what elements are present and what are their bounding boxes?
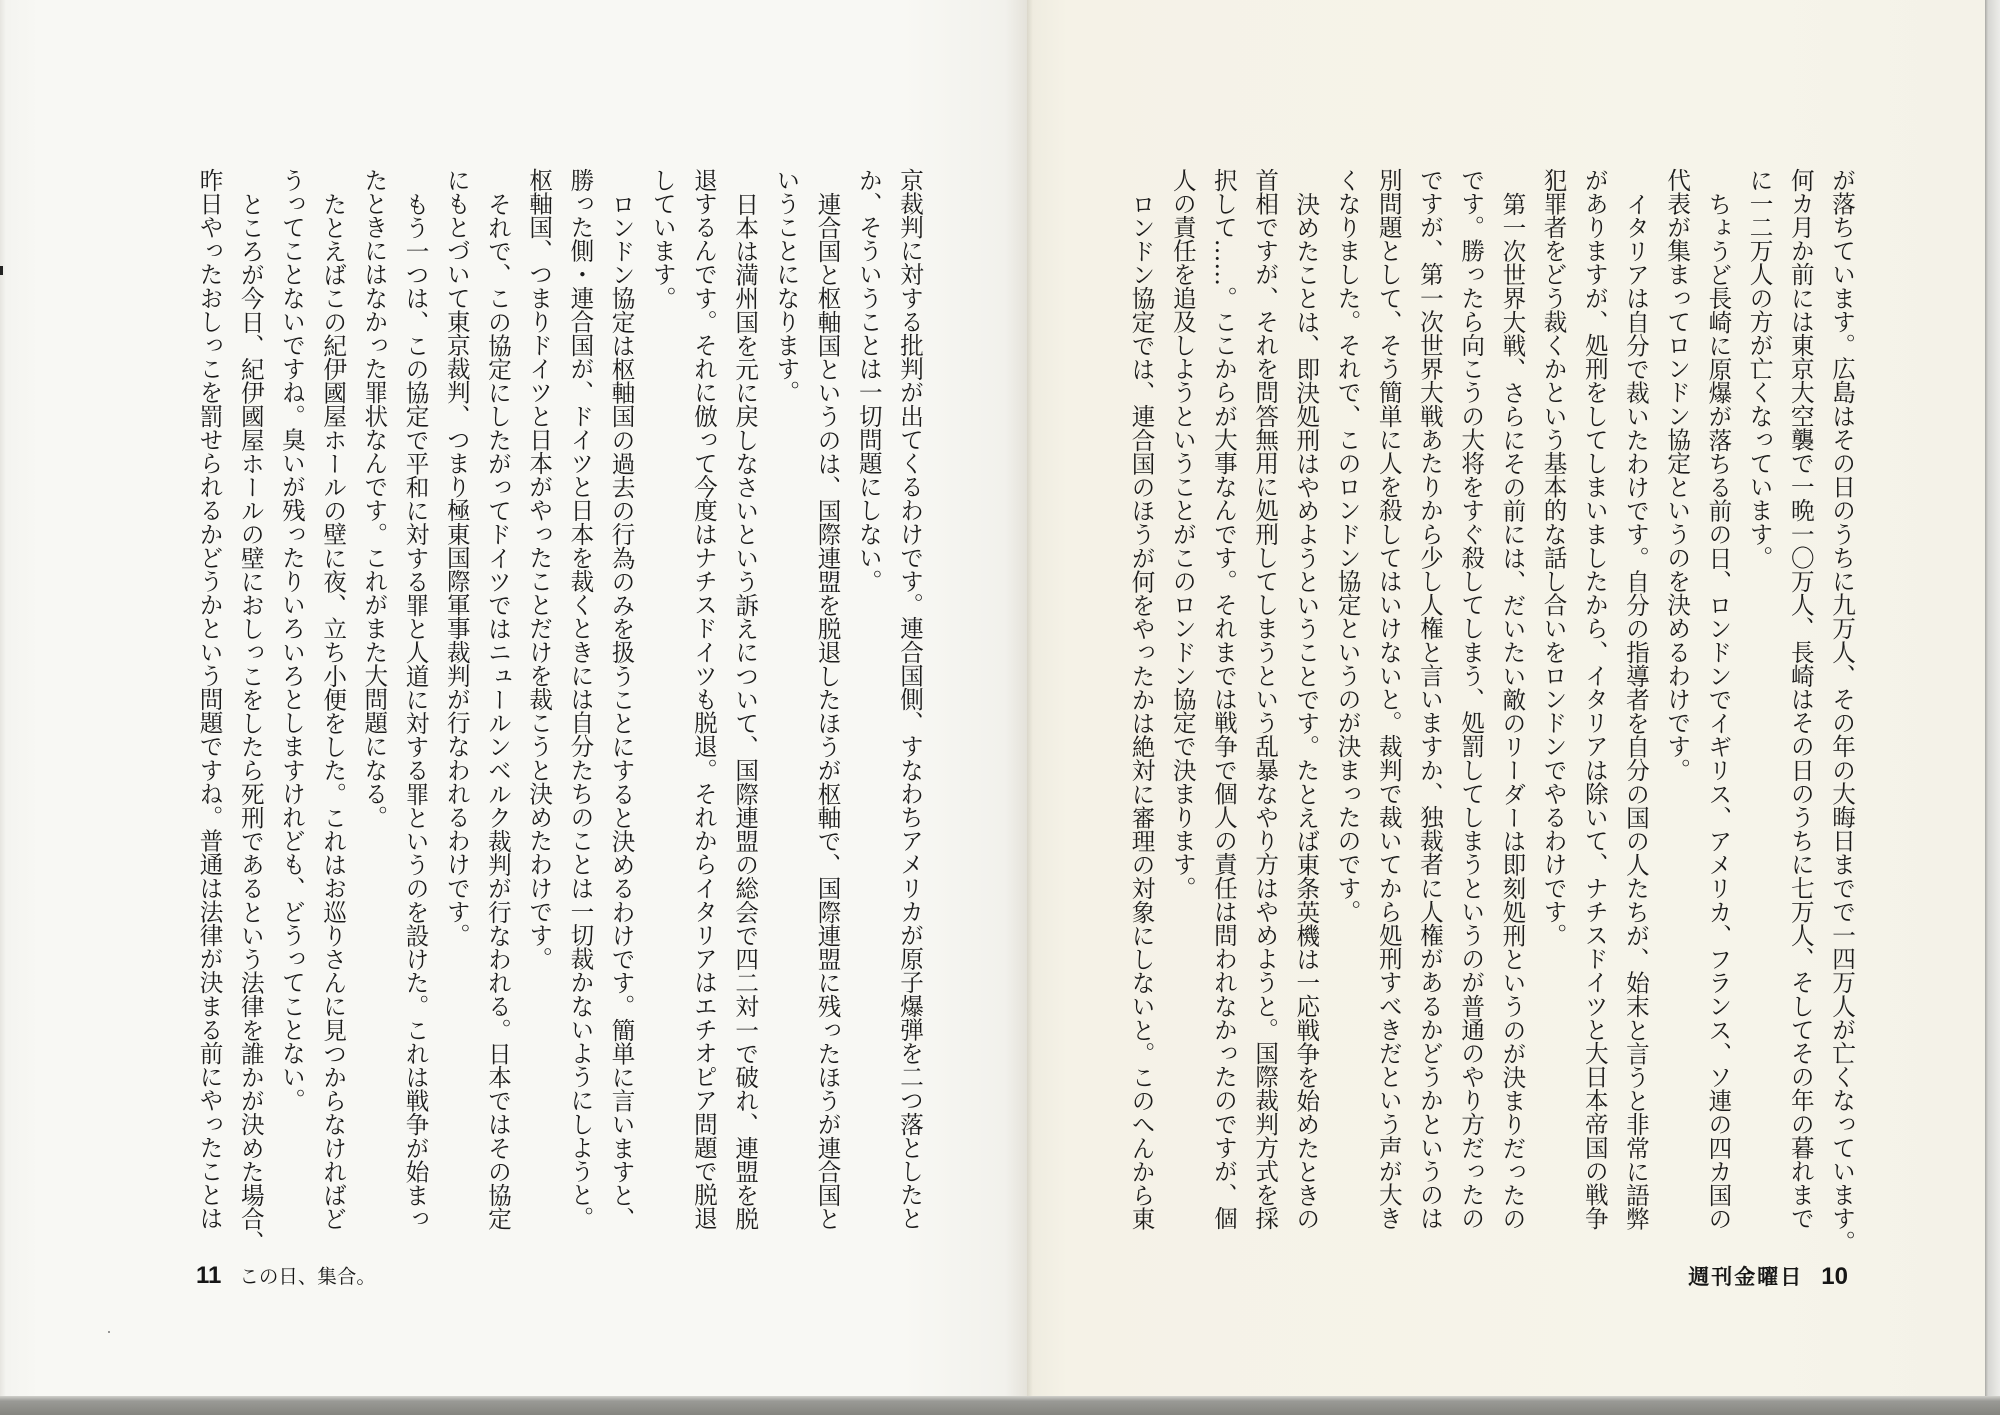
text-column: ちょうど長崎に原爆が落ちる前の日、ロンドンでイギリス、アメリカ、フランス、ソ連の四カ国の <box>1704 191 1733 1230</box>
right-page-text <box>1120 168 1862 1254</box>
text-column: 昨日やったおしっこを罰せられるかどうかという問題ですね。普通は法律が決まる前にやったことは <box>195 168 224 1230</box>
text-column: 決めたことは、即決処刑はやめようということです。たとえば東条英機は一応戦争を始めたときの <box>1292 191 1321 1230</box>
text-column: しています。 <box>648 168 677 310</box>
text-column: 首相ですが、それを問答無用に処刑してしまうという乱暴なやり方はやめようと。国際裁判方式を採 <box>1251 168 1280 1230</box>
scan-speck <box>108 1331 110 1333</box>
text-column: イタリアは自分で裁いたわけです。自分の指導者を自分の国の人たちが、始末と言うと非常に語弊 <box>1621 191 1650 1230</box>
scan-edge-right <box>1985 0 2000 1415</box>
text-column: もう一つは、この協定で平和に対する罪と人道に対する罪というのを設けた。これは戦争が始まっ <box>401 191 430 1230</box>
text-column: が落ちています。広島はその日のうちに九万人、その年の大晦日までで一四万人が亡くなっています。 <box>1828 168 1856 1254</box>
text-column: 別問題として、そう簡単に人を殺してはいけないと。裁判で裁いてから処刑すべきだという声が大き <box>1374 168 1403 1230</box>
text-column: 京裁判に対する批判が出てくるわけです。連合国側、すなわちアメリカが原子爆弾を二つ落としたと <box>896 168 924 1230</box>
text-column: 第一次世界大戦、さらにその前には、だいたい敵のリーダーは即刻処刑というのが決まりだったの <box>1498 191 1527 1230</box>
text-column: いうことになります。 <box>772 168 801 404</box>
text-column: 連合国と枢軸国というのは、国際連盟を脱退したほうが枢軸で、国際連盟に残ったほうが連合国と <box>813 191 842 1230</box>
running-head: 週刊金曜日 <box>1688 1265 1804 1289</box>
right-page-footer <box>1688 1261 1848 1291</box>
scan-mark <box>0 266 3 275</box>
text-column: たときにはなかった罪状なんです。これがまた大問題になる。 <box>360 168 389 829</box>
text-column: ですが、第一次世界大戦あたりから少し人権と言いますか、独裁者に人権があるかどうかというのは <box>1415 168 1444 1230</box>
text-column: ロンドン協定は枢軸国の過去の行為のみを扱うことにすると決めるわけです。簡単に言いますと、 <box>607 191 636 1230</box>
text-column: 人の責任を追及しようということがこのロンドン協定で決まります。 <box>1168 168 1197 900</box>
text-column: 退するんです。それに倣って今度はナチスドイツも脱退。それからイタリアはエチオピア問題で脱退 <box>689 168 718 1230</box>
text-column: くなりました。それで、このロンドン協定というのが決まったのです。 <box>1333 168 1362 924</box>
left-page-text <box>188 168 930 1254</box>
left-page-footer <box>196 1261 376 1290</box>
scan-edge-bottom <box>0 1396 2000 1415</box>
text-column: 択して……。ここからが大事なんです。それまでは戦争で個人の責任は問われなかったのですが、個 <box>1209 168 1238 1230</box>
text-column: です。勝ったら向こうの大将をすぐ殺してしまう、処罰してしまうというのが普通のやり方だったの <box>1457 168 1486 1230</box>
text-column: 勝った側・連合国が、ドイツと日本を裁くときには自分たちのことは一切裁かないようにしようと。 <box>566 168 595 1230</box>
text-column: 代表が集まってロンドン協定というのを決めるわけです。 <box>1663 168 1692 782</box>
text-column: にもとづいて東京裁判、つまり極東国際軍事裁判が行なわれるわけです。 <box>442 168 471 947</box>
text-column: それで、この協定にしたがってドイツではニュールンベルク裁判が行なわれる。日本ではその協定 <box>483 191 512 1230</box>
page-number: 11 <box>196 1262 222 1289</box>
text-column: に一二万人の方が亡くなっています。 <box>1745 168 1774 570</box>
text-column: 何カ月か前には東京大空襲で一晩一〇万人、長崎はその日のうちに七万人、そしてその年の暮れまで <box>1786 168 1815 1230</box>
running-head: この日、集合。 <box>239 1265 376 1288</box>
text-column: たとえばこの紀伊國屋ホールの壁に夜、立ち小便をした。これはお巡りさんに見つからなければど <box>319 191 348 1230</box>
text-column: 犯罪者をどう裁くかという基本的な話し合いをロンドンでやるわけです。 <box>1539 168 1568 947</box>
page-number: 10 <box>1821 1263 1848 1290</box>
text-column: ロンドン協定では、連合国のほうが何をやったかは絶対に審理の対象にしないと。このへんから東 <box>1127 191 1156 1230</box>
text-column: 枢軸国、つまりドイツと日本がやったことだけを裁こうと決めたわけです。 <box>525 168 554 971</box>
text-column: 日本は満州国を元に戻しなさいという訴えについて、国際連盟の総会で四二対一で破れ、連盟を脱 <box>731 191 760 1230</box>
text-column: ところが今日、紀伊國屋ホールの壁におしっこをしたら死刑であるという法律を誰かが決めた場合、 <box>236 191 265 1254</box>
text-column: がありますが、処刑をしてしまいましたから、イタリアは除いて、ナチスドイツと大日本帝国の戦争 <box>1580 168 1609 1230</box>
text-column: うってことないですね。臭いが残ったりいろいろとしますけれども、どうってことない。 <box>277 168 306 1112</box>
text-column: か、そういうことは一切問題にしない。 <box>854 168 883 593</box>
